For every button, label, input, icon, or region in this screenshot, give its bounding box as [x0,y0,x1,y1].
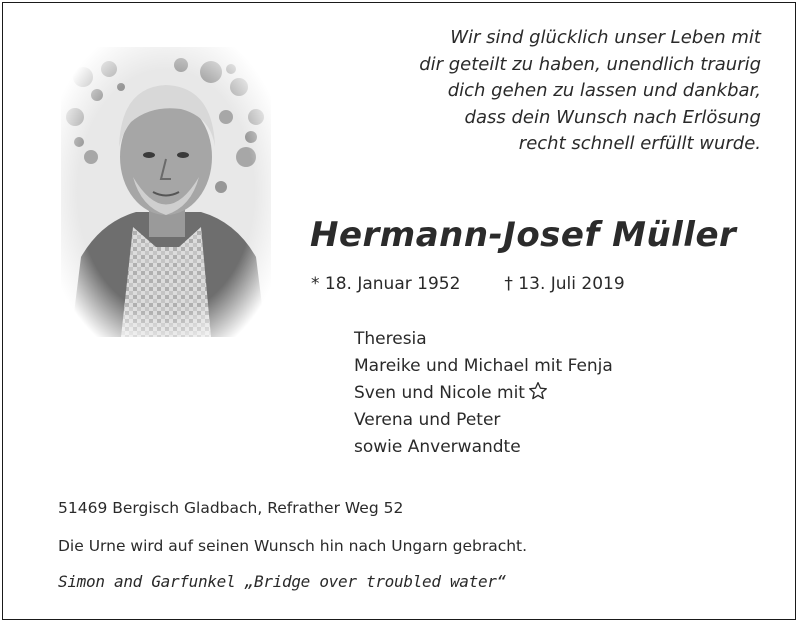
address: 51469 Bergisch Gladbach, Refrather Weg 52 [58,499,404,517]
obituary-frame [2,2,796,620]
star-outline-icon [528,381,548,401]
quote-line: dich gehen zu lassen und dankbar, [447,80,761,101]
birth-date: * 18. Januar 1952 [311,274,461,294]
mourner-line: Verena und Peter [354,410,501,430]
quote-line: Wir sind glücklich unser Leben mit [450,27,761,48]
mourner-line: Theresia [354,329,427,349]
portrait-photo [61,47,271,337]
quote-line: recht schnell erfüllt wurde. [518,133,761,154]
song-line: Simon and Garfunkel „Bridge over troubled water“ [58,572,506,591]
mourner-line-with-star [354,380,613,407]
quote-line: dass dein Wunsch nach Erlösung [464,106,761,128]
deceased-name: Hermann-Josef Müller [310,215,737,255]
life-dates [311,274,625,294]
memorial-quote [361,25,761,158]
death-date: † 13. Juli 2019 [504,274,625,294]
mourner-line: Mareike und Michael mit Fenja [354,356,613,376]
quote-line: dir geteilt zu haben, unendlich traurig [419,53,761,75]
mourner-line: sowie Anverwandte [354,437,521,457]
urn-note: Die Urne wird auf seinen Wunsch hin nach Ungarn gebracht. [58,537,528,555]
mourner-line: Sven und Nicole mit [354,383,525,403]
mourners-list [354,326,613,461]
